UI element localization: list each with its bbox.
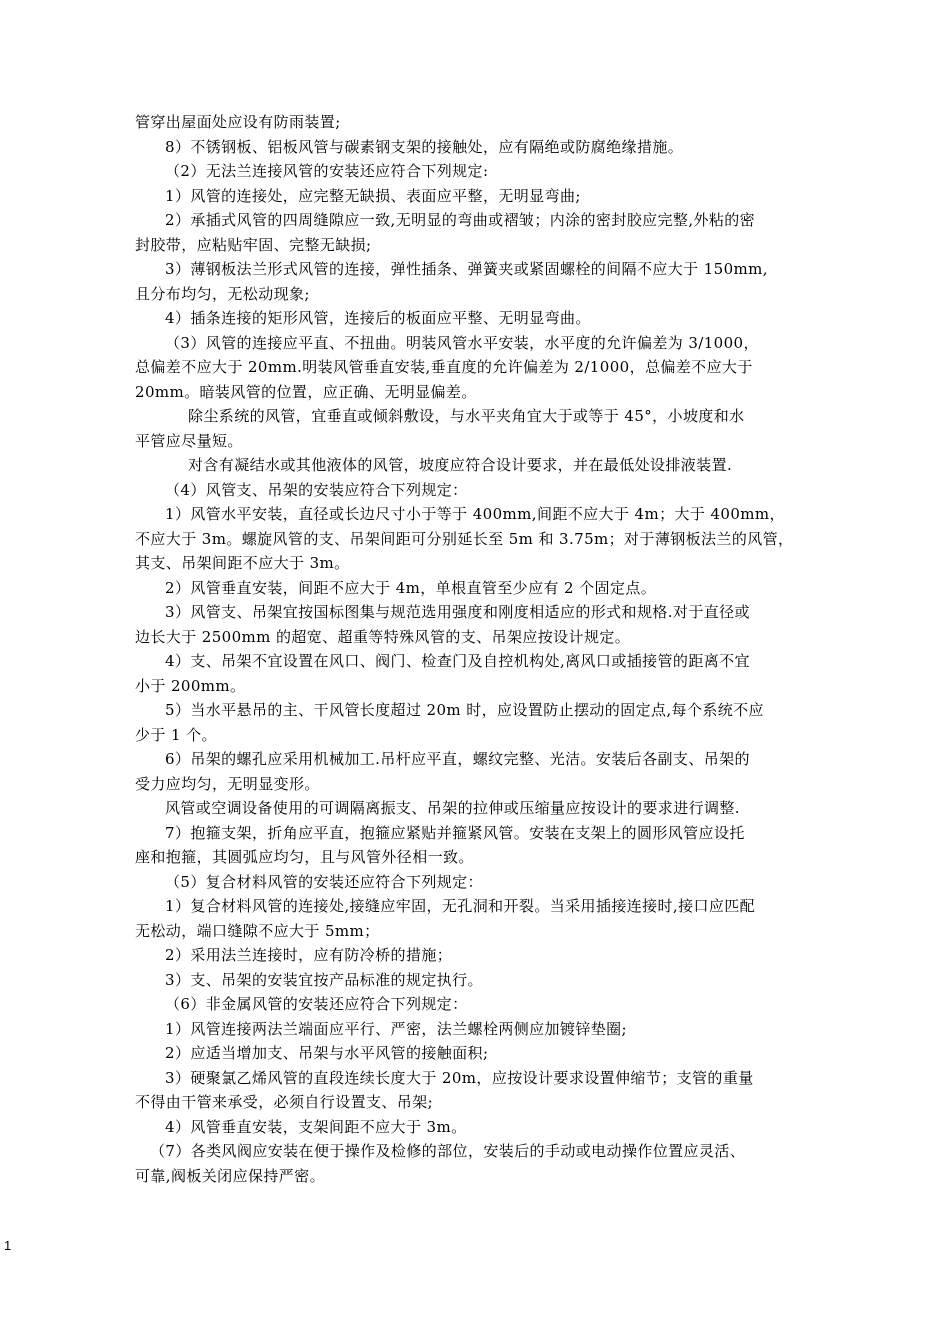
- text-line: 4）支、吊架不宜设置在风口、阀门、检查门及自控机构处,离风口或插接管的距离不宜: [165, 652, 750, 670]
- text-line: （3）风管的连接应平直、不扭曲。明装风管水平安装，水平度的允许偏差为 3/1000，: [165, 333, 759, 352]
- text-line: 2）风管垂直安装，间距不应大于 4m，单根直管至少应有 2 个固定点。: [165, 578, 657, 597]
- paragraph: [135, 1017, 821, 1042]
- paragraph: [135, 502, 821, 576]
- text-line: 平管应尽量短。: [135, 431, 243, 450]
- text-line: 可靠,阀板关闭应保持严密。: [135, 1166, 325, 1185]
- text-line: 无松动，端口缝隙不应大于 5mm；: [135, 921, 380, 940]
- text-line: 3）薄钢板法兰形式风管的连接，弹性插条、弹簧夹或紧固螺栓的间隔不应大于 150mm,: [165, 260, 768, 278]
- text-line: 封胶带，应粘贴牢固、完整无缺损;: [135, 235, 372, 254]
- text-line: 3）风管支、吊架宜按国标图集与规范选用强度和刚度相适应的形式和规格.对于直径或: [165, 603, 750, 621]
- text-line: 3）支、吊架的安装宜按产品标准的规定执行。: [165, 970, 483, 989]
- text-line: 除尘系统的风管，宜垂直或倾斜敷设，与水平夹角宜大于或等于 45°，小坡度和水: [188, 407, 745, 425]
- text-line: 座和抱箍，其圆弧应均匀，且与风管外径相一致。: [135, 848, 474, 866]
- paragraph: [135, 453, 821, 478]
- text-line: 4）插条连接的矩形风管，连接后的板面应平整、无明显弯曲。: [165, 309, 591, 327]
- text-line: 5）当水平悬吊的主、干风管长度超过 20m 时，应设置防止摆动的固定点,每个系统不应: [165, 701, 764, 719]
- paragraph: [135, 821, 821, 870]
- text-line: 不应大于 3m。螺旋风管的支、吊架间距可分别延长至 5m 和 3.75m；对于薄钢板法兰的风管，: [135, 529, 794, 548]
- paragraph: [135, 306, 821, 331]
- text-line: 4）风管垂直安装，支架间距不应大于 3m。: [165, 1117, 467, 1136]
- paragraph: [135, 698, 821, 747]
- text-line: 8）不锈钢板、铝板风管与碳素钢支架的接触处，应有隔绝或防腐绝缘措施。: [165, 137, 684, 156]
- paragraph: [135, 870, 821, 895]
- text-line: 少于 1 个。: [135, 725, 217, 744]
- paragraph: [135, 110, 821, 135]
- paragraph: [135, 943, 821, 968]
- text-line: 风管或空调设备使用的可调隔离振支、吊架的拉伸或压缩量应按设计的要求进行调整.: [165, 799, 740, 817]
- text-line: 小于 200mm。: [135, 676, 246, 695]
- paragraph: [135, 1139, 821, 1188]
- paragraph: [135, 894, 821, 943]
- text-line: 边长大于 2500mm 的超宽、超重等特殊风管的支、吊架应按设计规定。: [135, 627, 631, 646]
- text-line: 且分布均匀，无松动现象;: [135, 284, 310, 303]
- text-line: 7）抱箍支架，折角应平直，抱箍应紧贴并箍紧风管。安装在支架上的圆形风管应设托: [165, 823, 745, 842]
- text-line: （4）风管支、吊架的安装应符合下列规定：: [165, 480, 468, 499]
- text-line: （7）各类风阀应安装在便于操作及检修的部位，安装后的手动或电动操作位置应灵活、: [150, 1142, 746, 1160]
- page-number: 1: [4, 1238, 12, 1253]
- paragraph: [135, 257, 821, 306]
- paragraph: [135, 184, 821, 209]
- text-line: 2）承插式风管的四周缝隙应一致,无明显的弯曲或褶皱；内涂的密封胶应完整,外粘的密: [165, 211, 756, 229]
- paragraph: [135, 576, 821, 601]
- text-line: 20mm。暗装风管的位置，应正确、无明显偏差。: [135, 382, 477, 401]
- text-line: 1）复合材料风管的连接处,接缝应牢固，无孔洞和开裂。当采用插接连接时,接口应匹配: [165, 897, 756, 915]
- paragraph: [135, 208, 821, 257]
- paragraph: [135, 600, 821, 649]
- paragraph: [135, 796, 821, 821]
- text-line: 1）风管水平安装，直径或长边尺寸小于等于 400mm,间距不应大于 4m；大于 400mm，: [165, 505, 785, 523]
- paragraph: [135, 968, 821, 993]
- paragraph: [135, 649, 821, 698]
- text-line: 管穿出屋面处应设有防雨装置;: [135, 113, 341, 131]
- text-line: （6）非金属风管的安装还应符合下列规定：: [165, 995, 468, 1013]
- text-line: 2）应适当增加支、吊架与水平风管的接触面积;: [165, 1044, 489, 1062]
- paragraph: [135, 478, 821, 503]
- text-line: 1）风管的连接处，应完整无缺损、表面应平整，无明显弯曲;: [165, 186, 581, 205]
- paragraph: [135, 159, 821, 184]
- text-line: 2）采用法兰连接时，应有防冷桥的措施；: [165, 946, 453, 964]
- paragraph: [135, 135, 821, 160]
- paragraph: [135, 747, 821, 796]
- text-line: 3）硬聚氯乙烯风管的直段连续长度大于 20m，应按设计要求设置伸缩节；支管的重量: [165, 1068, 754, 1087]
- text-line: 不得由干管来承受，必须自行设置支、吊架;: [135, 1093, 434, 1111]
- paragraph: [135, 1066, 821, 1115]
- text-line: 受力应均匀，无明显变形。: [135, 774, 320, 793]
- text-line: 6）吊架的螺孔应采用机械加工.吊杆应平直，螺纹完整、光洁。安装后各副支、吊架的: [165, 750, 750, 768]
- paragraph: [135, 404, 821, 453]
- text-line: 1）风管连接两法兰端面应平行、严密，法兰螺栓两侧应加镀锌垫圈;: [165, 1019, 628, 1038]
- paragraph: [135, 331, 821, 405]
- paragraph: [135, 992, 821, 1017]
- text-line: 总偏差不应大于 20mm.明装风管垂直安装,垂直度的允许偏差为 2/1000，总偏差不应大于: [135, 358, 753, 376]
- paragraph: [135, 1115, 821, 1140]
- text-line: （2）无法兰连接风管的安装还应符合下列规定:: [165, 162, 489, 180]
- text-line: 其支、吊架间距不应大于 3m。: [135, 554, 350, 572]
- paragraph: [135, 1041, 821, 1066]
- text-line: 对含有凝结水或其他液体的风管，坡度应符合设计要求，并在最低处设排液装置.: [188, 456, 733, 474]
- text-line: （5）复合材料风管的安装还应符合下列规定：: [165, 872, 483, 891]
